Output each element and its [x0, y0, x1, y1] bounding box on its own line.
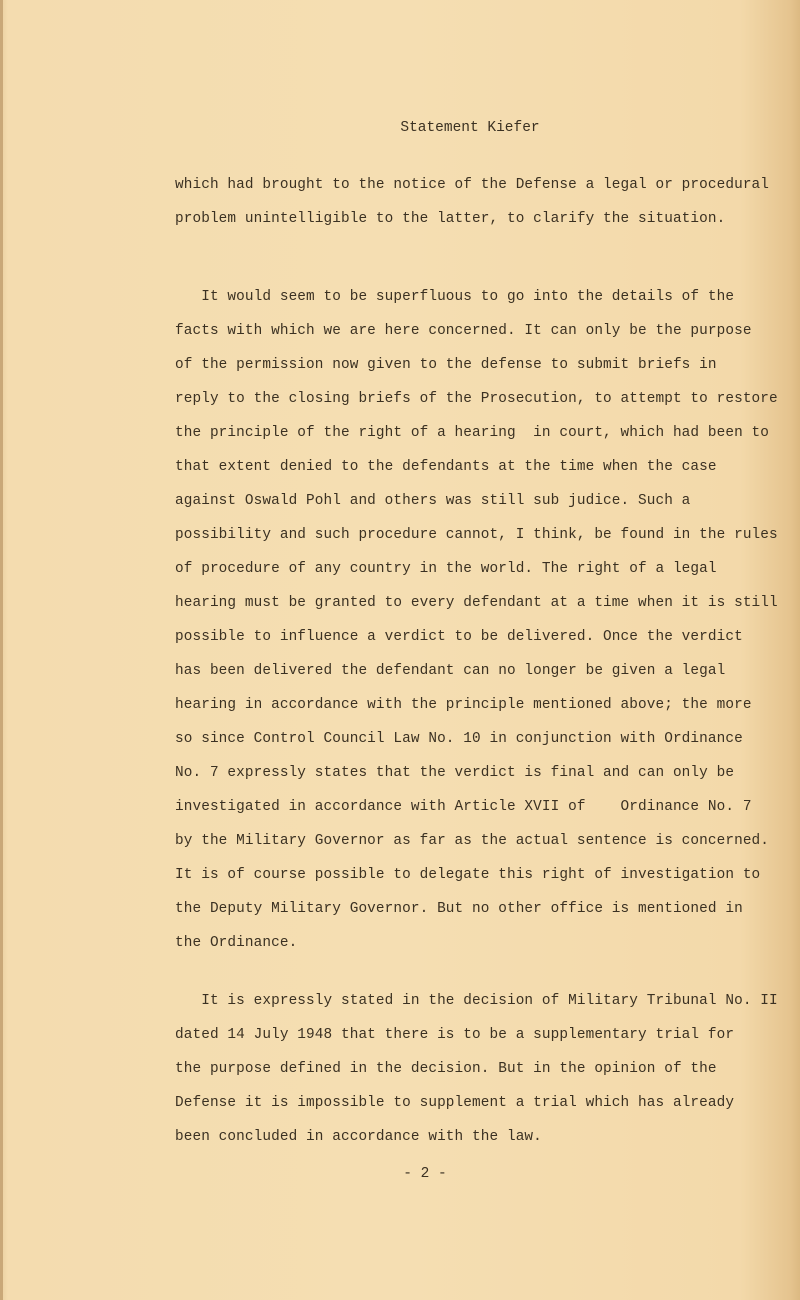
text-line: investigated in accordance with Article XVII of Ordinance No. 7 [175, 799, 752, 815]
text-line: the Ordinance. [175, 935, 298, 951]
text-line: been concluded in accordance with the law. [175, 1129, 542, 1145]
text-line: against Oswald Pohl and others was still sub judice. Such a [175, 493, 691, 509]
text-line: the Deputy Military Governor. But no other office is mentioned in [175, 901, 743, 917]
text-line: possibility and such procedure cannot, I think, be found in the rules [175, 527, 778, 543]
text-line: No. 7 expressly states that the verdict is final and can only be [175, 765, 735, 781]
text-line: which had brought to the notice of the Defense a legal or procedural [175, 177, 770, 193]
text-line: facts with which we are here concerned. It can only be the purpose [175, 323, 752, 339]
text-line: It is of course possible to delegate this right of investigation to [175, 867, 761, 883]
text-line: It is expressly stated in the decision of Military Tribunal No. II [175, 993, 778, 1009]
page-edge [0, 0, 3, 1300]
text-line: that extent denied to the defendants at the time when the case [175, 459, 717, 475]
text-line: so since Control Council Law No. 10 in conjunction with Ordinance [175, 731, 743, 747]
text-line: problem unintelligible to the latter, to clarify the situation. [175, 211, 726, 227]
text-line: reply to the closing briefs of the Prosecution, to attempt to restore [175, 391, 778, 407]
text-line: the principle of the right of a hearing in court, which had been to [175, 425, 770, 441]
text-line: has been delivered the defendant can no longer be given a legal [175, 663, 726, 679]
page-number: - 2 - [403, 1166, 447, 1182]
text-line: hearing must be granted to every defendant at a time when it is still [175, 595, 778, 611]
text-line: the purpose defined in the decision. But in the opinion of the [175, 1061, 717, 1077]
page-header: Statement Kiefer [400, 120, 540, 136]
text-line: of the permission now given to the defense to submit briefs in [175, 357, 717, 373]
text-line: hearing in accordance with the principle mentioned above; the more [175, 697, 752, 713]
text-line: It would seem to be superfluous to go into the details of the [175, 289, 735, 305]
text-line: by the Military Governor as far as the actual sentence is concerned. [175, 833, 770, 849]
text-line: of procedure of any country in the world. The right of a legal [175, 561, 717, 577]
text-line: Defense it is impossible to supplement a trial which has already [175, 1095, 735, 1111]
text-line: possible to influence a verdict to be delivered. Once the verdict [175, 629, 743, 645]
text-line: dated 14 July 1948 that there is to be a supplementary trial for [175, 1027, 735, 1043]
